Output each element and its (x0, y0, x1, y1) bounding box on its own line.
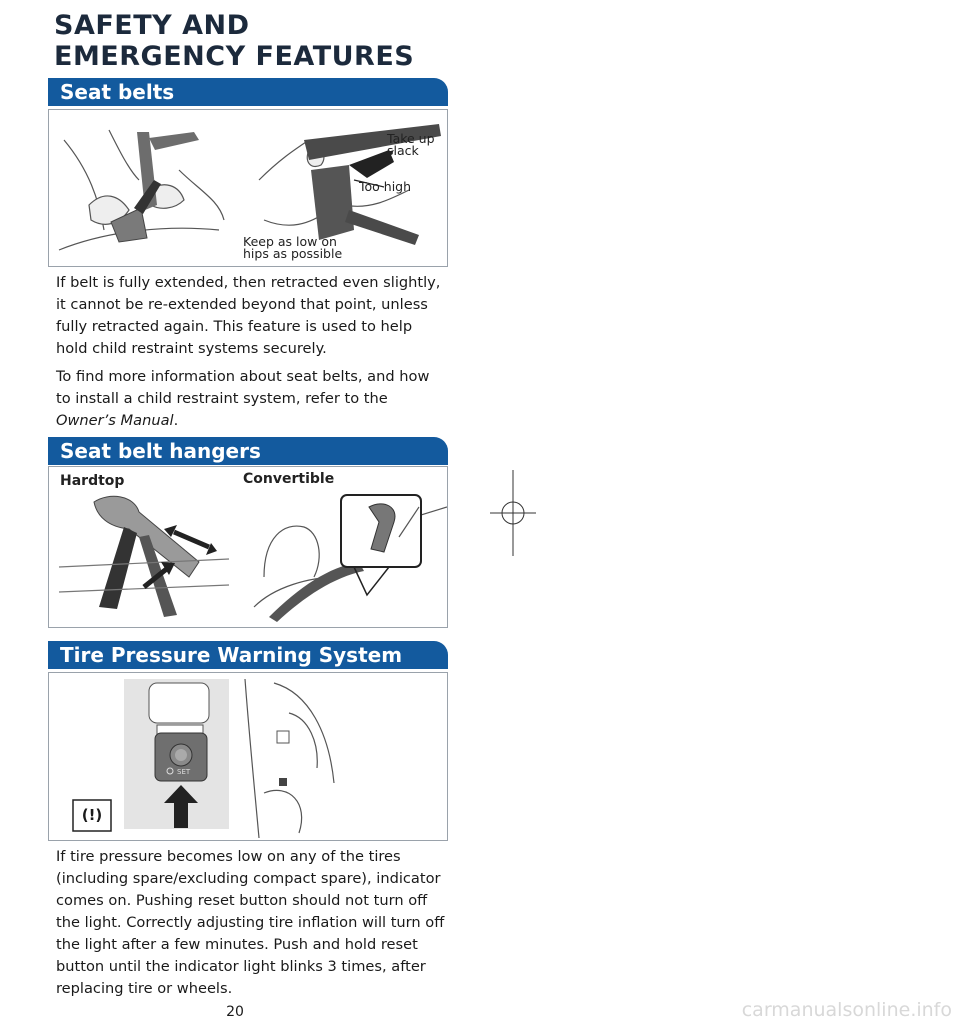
title-line-2: EMERGENCY FEATURES (54, 41, 415, 72)
label-too-high: Too high (359, 179, 412, 194)
label-keep-low-line1: Keep as low on (243, 234, 337, 249)
seat-belt-paragraph-1: If belt is fully extended, then retracted even slightly, it cannot be re-extended beyond that point, unless fully retracted again. This feature is used to help hold child restraint systems securely. (56, 274, 441, 357)
label-keep-low-line2: hips as possible (243, 246, 343, 261)
label-convertible: Convertible (243, 471, 335, 487)
set-button-label: SET (177, 768, 191, 776)
page-title (54, 10, 414, 72)
tpws-paragraph: If tire pressure becomes low on any of the tires (including spare/excluding compact spare), indicator comes on. Pushing reset button should not turn off the light. Correctly adjusting tire inflation will turn off the light after a few minutes. Push and hold reset button until the indicator light blinks 3 times, after replacing tire or wheels. (56, 848, 445, 997)
section-heading-seat-belts: Seat belts (48, 78, 448, 106)
seat-belt-hangers-illustration (49, 467, 447, 627)
watermark: carmanualsonline.info (741, 999, 952, 1021)
label-take-up-line1: Take up (387, 131, 435, 146)
seat-belt-paragraph-2-text: To find more information about seat belts, and how to install a child restraint system, refer to the (56, 368, 430, 407)
label-hardtop: Hardtop (60, 473, 125, 489)
registration-mark-icon (490, 470, 536, 556)
section-heading-tpws-reset: Tire Pressure Warning System (48, 641, 448, 669)
section-heading-seat-belt-hangers: Seat belt hangers (48, 437, 448, 465)
owners-manual-reference: Owner’s Manual (56, 412, 174, 429)
tpws-illustration-panel (48, 672, 448, 841)
tire-pressure-warning-icon: (!) (81, 806, 103, 824)
label-take-up (387, 133, 435, 157)
title-line-1: SAFETY AND (54, 10, 250, 41)
page-number: 20 (226, 1004, 244, 1020)
paragraph-end: . (173, 412, 179, 429)
seat-belt-hangers-panel (48, 466, 448, 628)
seat-belt-illustration-panel (48, 109, 448, 267)
seat-belt-paragraph-2 (56, 366, 446, 432)
label-take-up-line2: slack (387, 143, 419, 158)
label-keep-low (243, 236, 342, 260)
